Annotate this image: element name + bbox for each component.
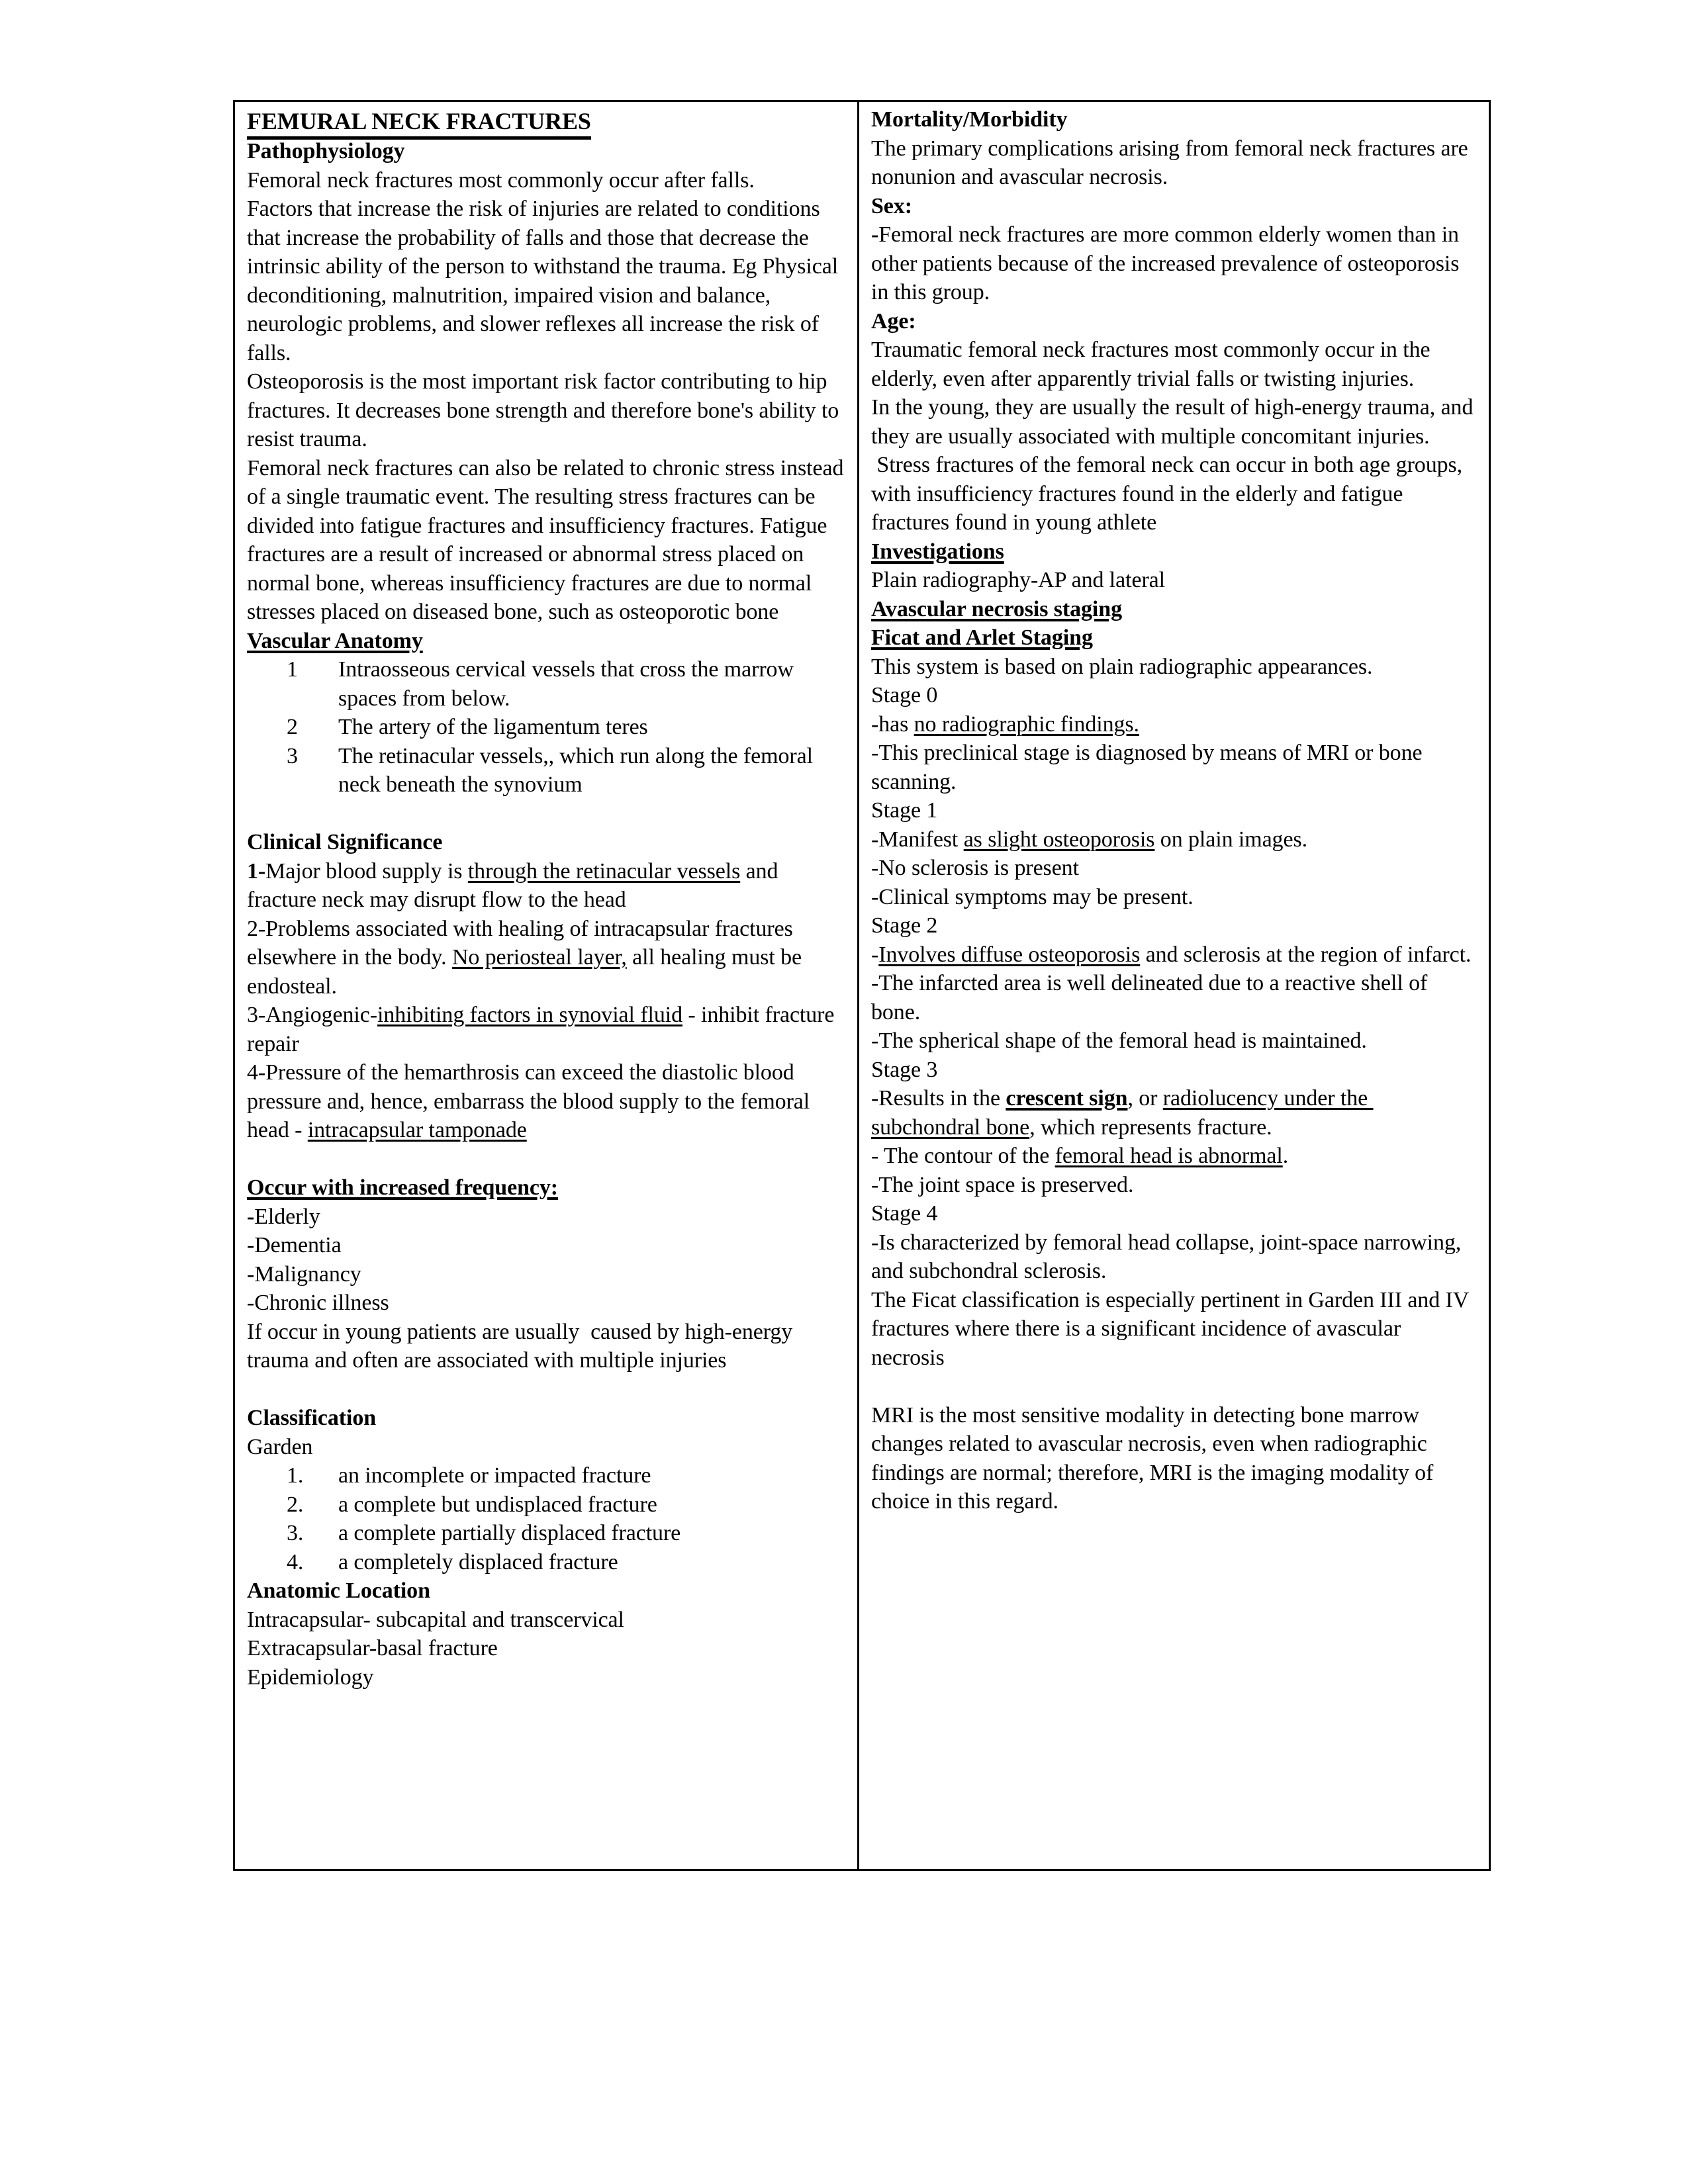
paragraph: [871, 911, 1477, 940]
list-item: [247, 1461, 846, 1490]
text-run: 4-Pressure of the hemarthrosis can exceed the diastolic blood pressure and, hence, embarrass the blood supply to the femoral head -: [247, 1060, 816, 1142]
text-run: In the young, they are usually the result of high-energy trauma, and they are usually associated with multiple concomitant injuries.: [871, 395, 1479, 449]
paragraph: [871, 307, 1477, 336]
text-run: and fracture neck may disrupt flow to the head: [247, 858, 784, 912]
text-run: Clinical Significance: [247, 830, 443, 854]
paragraph: [247, 1260, 846, 1289]
text-run: , or: [1127, 1086, 1163, 1111]
text-run: a complete but undisplaced fracture: [338, 1492, 657, 1517]
text-run: no radiographic findings.: [914, 711, 1139, 737]
paragraph: [871, 1084, 1477, 1142]
text-run: Garden: [247, 1434, 313, 1459]
text-run: Femoral neck fractures are more common elderly women than in other patients because of the increased prevalence of osteoporosis in this group.: [871, 222, 1465, 304]
paragraph: [871, 681, 1477, 710]
text-run: Stage 0: [871, 683, 938, 707]
blank-line: [871, 1372, 1477, 1401]
paragraph: [871, 566, 1477, 595]
text-run: intracapsular tamponade: [307, 1118, 527, 1142]
text-run: Epidemiology: [247, 1664, 374, 1690]
paragraph: [247, 1663, 846, 1692]
paragraph: [871, 595, 1477, 624]
text-run: through the retinacular vessels: [467, 858, 741, 884]
text-run: -The joint space is preserved.: [871, 1172, 1134, 1197]
right-column: [859, 102, 1489, 1869]
paragraph: [871, 1026, 1477, 1056]
text-run: inhibiting factors in synovial fluid: [377, 1003, 682, 1027]
list-number: 3.: [287, 1521, 304, 1545]
text-run: Age:: [871, 308, 916, 334]
text-run: all healing must be endosteal.: [247, 945, 808, 999]
list-number: 4.: [287, 1549, 304, 1574]
list-number: 1: [287, 657, 298, 682]
paragraph: [247, 367, 846, 454]
paragraph: [871, 854, 1477, 883]
document-title: [247, 105, 846, 137]
paragraph: [247, 1173, 846, 1203]
text-run: a completely displaced fracture: [338, 1549, 618, 1574]
text-run: No periosteal layer,: [451, 945, 627, 970]
text-run: Traumatic femoral neck fractures most commonly occur in the elderly, even after apparently trivial falls or twisting injuries.: [871, 338, 1436, 391]
paragraph: [871, 105, 1477, 134]
text-run: Stage 2: [871, 913, 938, 938]
paragraph: [247, 195, 846, 367]
text-run: as slight osteoporosis: [963, 827, 1155, 852]
text-run: Mortality/Morbidity: [871, 107, 1068, 132]
text-run: Extracapsular-basal fracture: [247, 1636, 498, 1661]
blank-line: [247, 1375, 846, 1404]
paragraph: [871, 451, 1477, 537]
text-run: -Results in the: [871, 1086, 1006, 1111]
paragraph: [871, 825, 1477, 854]
text-run: on plain images.: [1154, 827, 1307, 852]
paragraph: [247, 1576, 846, 1606]
numbered-list: [247, 1461, 846, 1576]
paragraph: [871, 1286, 1477, 1373]
text-run: crescent sign: [1006, 1086, 1128, 1111]
list-item: [247, 713, 846, 742]
paragraph: [871, 969, 1477, 1026]
paragraph: [247, 1058, 846, 1145]
paragraph: [871, 393, 1477, 451]
paragraph: [247, 137, 846, 166]
paragraph: [247, 1001, 846, 1058]
paragraph: [247, 1231, 846, 1260]
text-run: -has: [871, 711, 914, 737]
text-run: The artery of the ligamentum teres: [338, 715, 648, 739]
paragraph: [871, 537, 1477, 567]
text-run: Occur with increased frequency:: [247, 1175, 559, 1200]
paragraph: [247, 1289, 846, 1318]
text-run: -Dementia: [247, 1233, 342, 1257]
paragraph: [871, 623, 1477, 653]
text-run: Intraosseous cervical vessels that cross the marrow spaces from below.: [338, 657, 800, 711]
content-table: [233, 100, 1491, 1871]
text-run: Osteoporosis is the most important risk factor contributing to hip fractures. It decreases bone strength and therefore bone's ability to resist trauma.: [247, 369, 845, 451]
text-run: -: [871, 942, 879, 967]
text-run: , which represents fracture.: [1029, 1115, 1272, 1140]
text-run: Avascular necrosis staging: [871, 596, 1122, 621]
text-run: If occur in young patients are usually caused by high-energy trauma and often are associated with multiple injuries: [247, 1319, 798, 1373]
paragraph: [871, 1056, 1477, 1085]
paragraph: [871, 739, 1477, 796]
text-run: Ficat and Arlet Staging: [871, 625, 1093, 650]
blank-line: [247, 799, 846, 829]
text-run: The retinacular vessels,, which run along the femoral neck beneath the synovium: [338, 743, 819, 797]
text-run: The Ficat classification is especially pertinent in Garden III and IV fractures where there is a significant incidence of avascular necrosis: [871, 1287, 1475, 1370]
paragraph: [247, 454, 849, 627]
paragraph: [871, 653, 1477, 682]
text-run: -Malignancy: [247, 1261, 361, 1287]
text-run: -Is characterized by femoral head collapse, joint-space narrowing, and subchondral sclerosis.: [871, 1230, 1467, 1283]
text-run: - The contour of the: [871, 1144, 1055, 1168]
text-run: This system is based on plain radiographic appearances.: [871, 654, 1373, 679]
paragraph: [247, 1203, 846, 1232]
paragraph: [247, 166, 846, 195]
text-run: - inhibit fracture repair: [247, 1003, 840, 1056]
text-run: femoral head is abnormal: [1055, 1144, 1283, 1168]
paragraph: [247, 1404, 846, 1433]
text-run: MRI is the most sensitive modality in detecting bone marrow changes related to avascular necrosis, even when radiographic findings are normal; therefore, MRI is the imaging modality of choice in this regard.: [871, 1402, 1439, 1514]
paragraph: [871, 1228, 1477, 1286]
text-run: The primary complications arising from femoral neck fractures are nonunion and avascular necrosis.: [871, 136, 1474, 189]
list-item: [247, 655, 846, 713]
list-number: 2: [287, 715, 298, 739]
text-run: -The spherical shape of the femoral head is maintained.: [871, 1028, 1367, 1053]
paragraph: [871, 220, 1477, 307]
text-run: radiolucency under the subchondral bone: [871, 1086, 1374, 1140]
paragraph: [871, 336, 1477, 393]
text-run: -The infarcted area is well delineated due to a reactive shell of bone.: [871, 971, 1433, 1024]
text-run: Stage 1: [871, 798, 938, 823]
list-number: 1.: [287, 1463, 304, 1488]
text-run: 1-: [247, 858, 266, 884]
text-run: -No sclerosis is present: [871, 856, 1079, 880]
list-item: [247, 1548, 846, 1577]
text-run: Stage 3: [871, 1057, 938, 1082]
text-run: Vascular Anatomy: [247, 628, 423, 653]
paragraph: [871, 883, 1477, 912]
text-run: 2-Problems associated with healing of intracapsular fractures elsewhere in the body.: [247, 916, 799, 970]
text-run: and sclerosis at the region of infarct.: [1140, 942, 1472, 967]
text-run: 3-Angiogenic-: [247, 1003, 377, 1027]
text-run: Stage 4: [871, 1201, 938, 1226]
text-run: Stress fractures of the femoral neck can occur in both age groups, with insufficiency fractures found in the elderly and fatigue fractures found in young athlete: [871, 453, 1468, 535]
list-item: [247, 1490, 846, 1520]
text-run: -Clinical symptoms may be present.: [871, 884, 1194, 909]
text-run: Classification: [247, 1406, 377, 1430]
text-run: .: [1282, 1144, 1289, 1168]
paragraph: [247, 857, 846, 915]
paragraph: [247, 915, 846, 1001]
paragraph: [247, 828, 846, 857]
text-run: -: [247, 1204, 255, 1229]
text-run: Elderly: [254, 1204, 320, 1229]
list-number: 3: [287, 743, 298, 768]
text-run: Investigations: [871, 539, 1004, 564]
paragraph: [871, 1171, 1477, 1200]
list-item: [247, 742, 846, 799]
text-run: Femoral neck fractures most commonly occur after falls.: [247, 167, 755, 193]
text-run: Sex:: [871, 193, 912, 218]
text-run: Anatomic Location: [247, 1578, 430, 1603]
paragraph: [871, 1142, 1477, 1171]
paragraph: [871, 134, 1477, 192]
text-run: Factors that increase the risk of injuries are related to conditions that increase the probability of falls and those that decrease the intrinsic ability of the person to withstand the trauma. Eg Physical deconditioning, malnutrition, impaired vision and balance, neurologic problems, and slower reflexes all increase the risk of falls.: [247, 197, 844, 365]
paragraph: [247, 1433, 846, 1462]
text-run: a complete partially displaced fracture: [338, 1521, 681, 1545]
paragraph: [247, 1606, 846, 1635]
paragraph: [871, 1199, 1477, 1228]
paragraph: [247, 1318, 846, 1375]
list-item: [247, 1519, 846, 1548]
text-run: Major blood supply is: [265, 858, 468, 884]
text-run: -: [871, 222, 879, 247]
paragraph: [871, 796, 1477, 825]
blank-line: [247, 1145, 846, 1174]
text-run: Femoral neck fractures can also be related to chronic stress instead of a single traumatic event. The resulting stress fractures can be divided into fatigue fractures and insufficiency fractures. Fatigue fractures are a result of increased or abnormal stress placed on normal bone, whereas insufficiency fractures are due to normal stresses placed on diseased bone, such as osteoporotic bone: [247, 455, 849, 624]
paragraph: [247, 627, 846, 656]
text-run: Involves diffuse osteoporosis: [878, 942, 1141, 967]
paragraph: [247, 1634, 846, 1663]
text-run: Pathophysiology: [247, 139, 405, 163]
numbered-list: [247, 655, 846, 799]
text-run: Plain radiography-AP and lateral: [871, 568, 1166, 592]
text-run: an incomplete or impacted fracture: [338, 1463, 651, 1488]
left-column: [235, 102, 859, 1869]
text-run: -This preclinical stage is diagnosed by means of MRI or bone scanning.: [871, 741, 1428, 794]
text-run: FEMURAL NECK FRACTURES: [247, 108, 591, 140]
paragraph: [871, 710, 1477, 739]
text-run: Intracapsular- subcapital and transcervical: [247, 1607, 624, 1632]
paragraph: [871, 940, 1477, 970]
list-number: 2.: [287, 1492, 304, 1517]
text-run: -Manifest: [871, 827, 964, 852]
paragraph: [871, 1401, 1477, 1516]
paragraph: [871, 192, 1477, 221]
text-run: -Chronic illness: [247, 1291, 389, 1315]
